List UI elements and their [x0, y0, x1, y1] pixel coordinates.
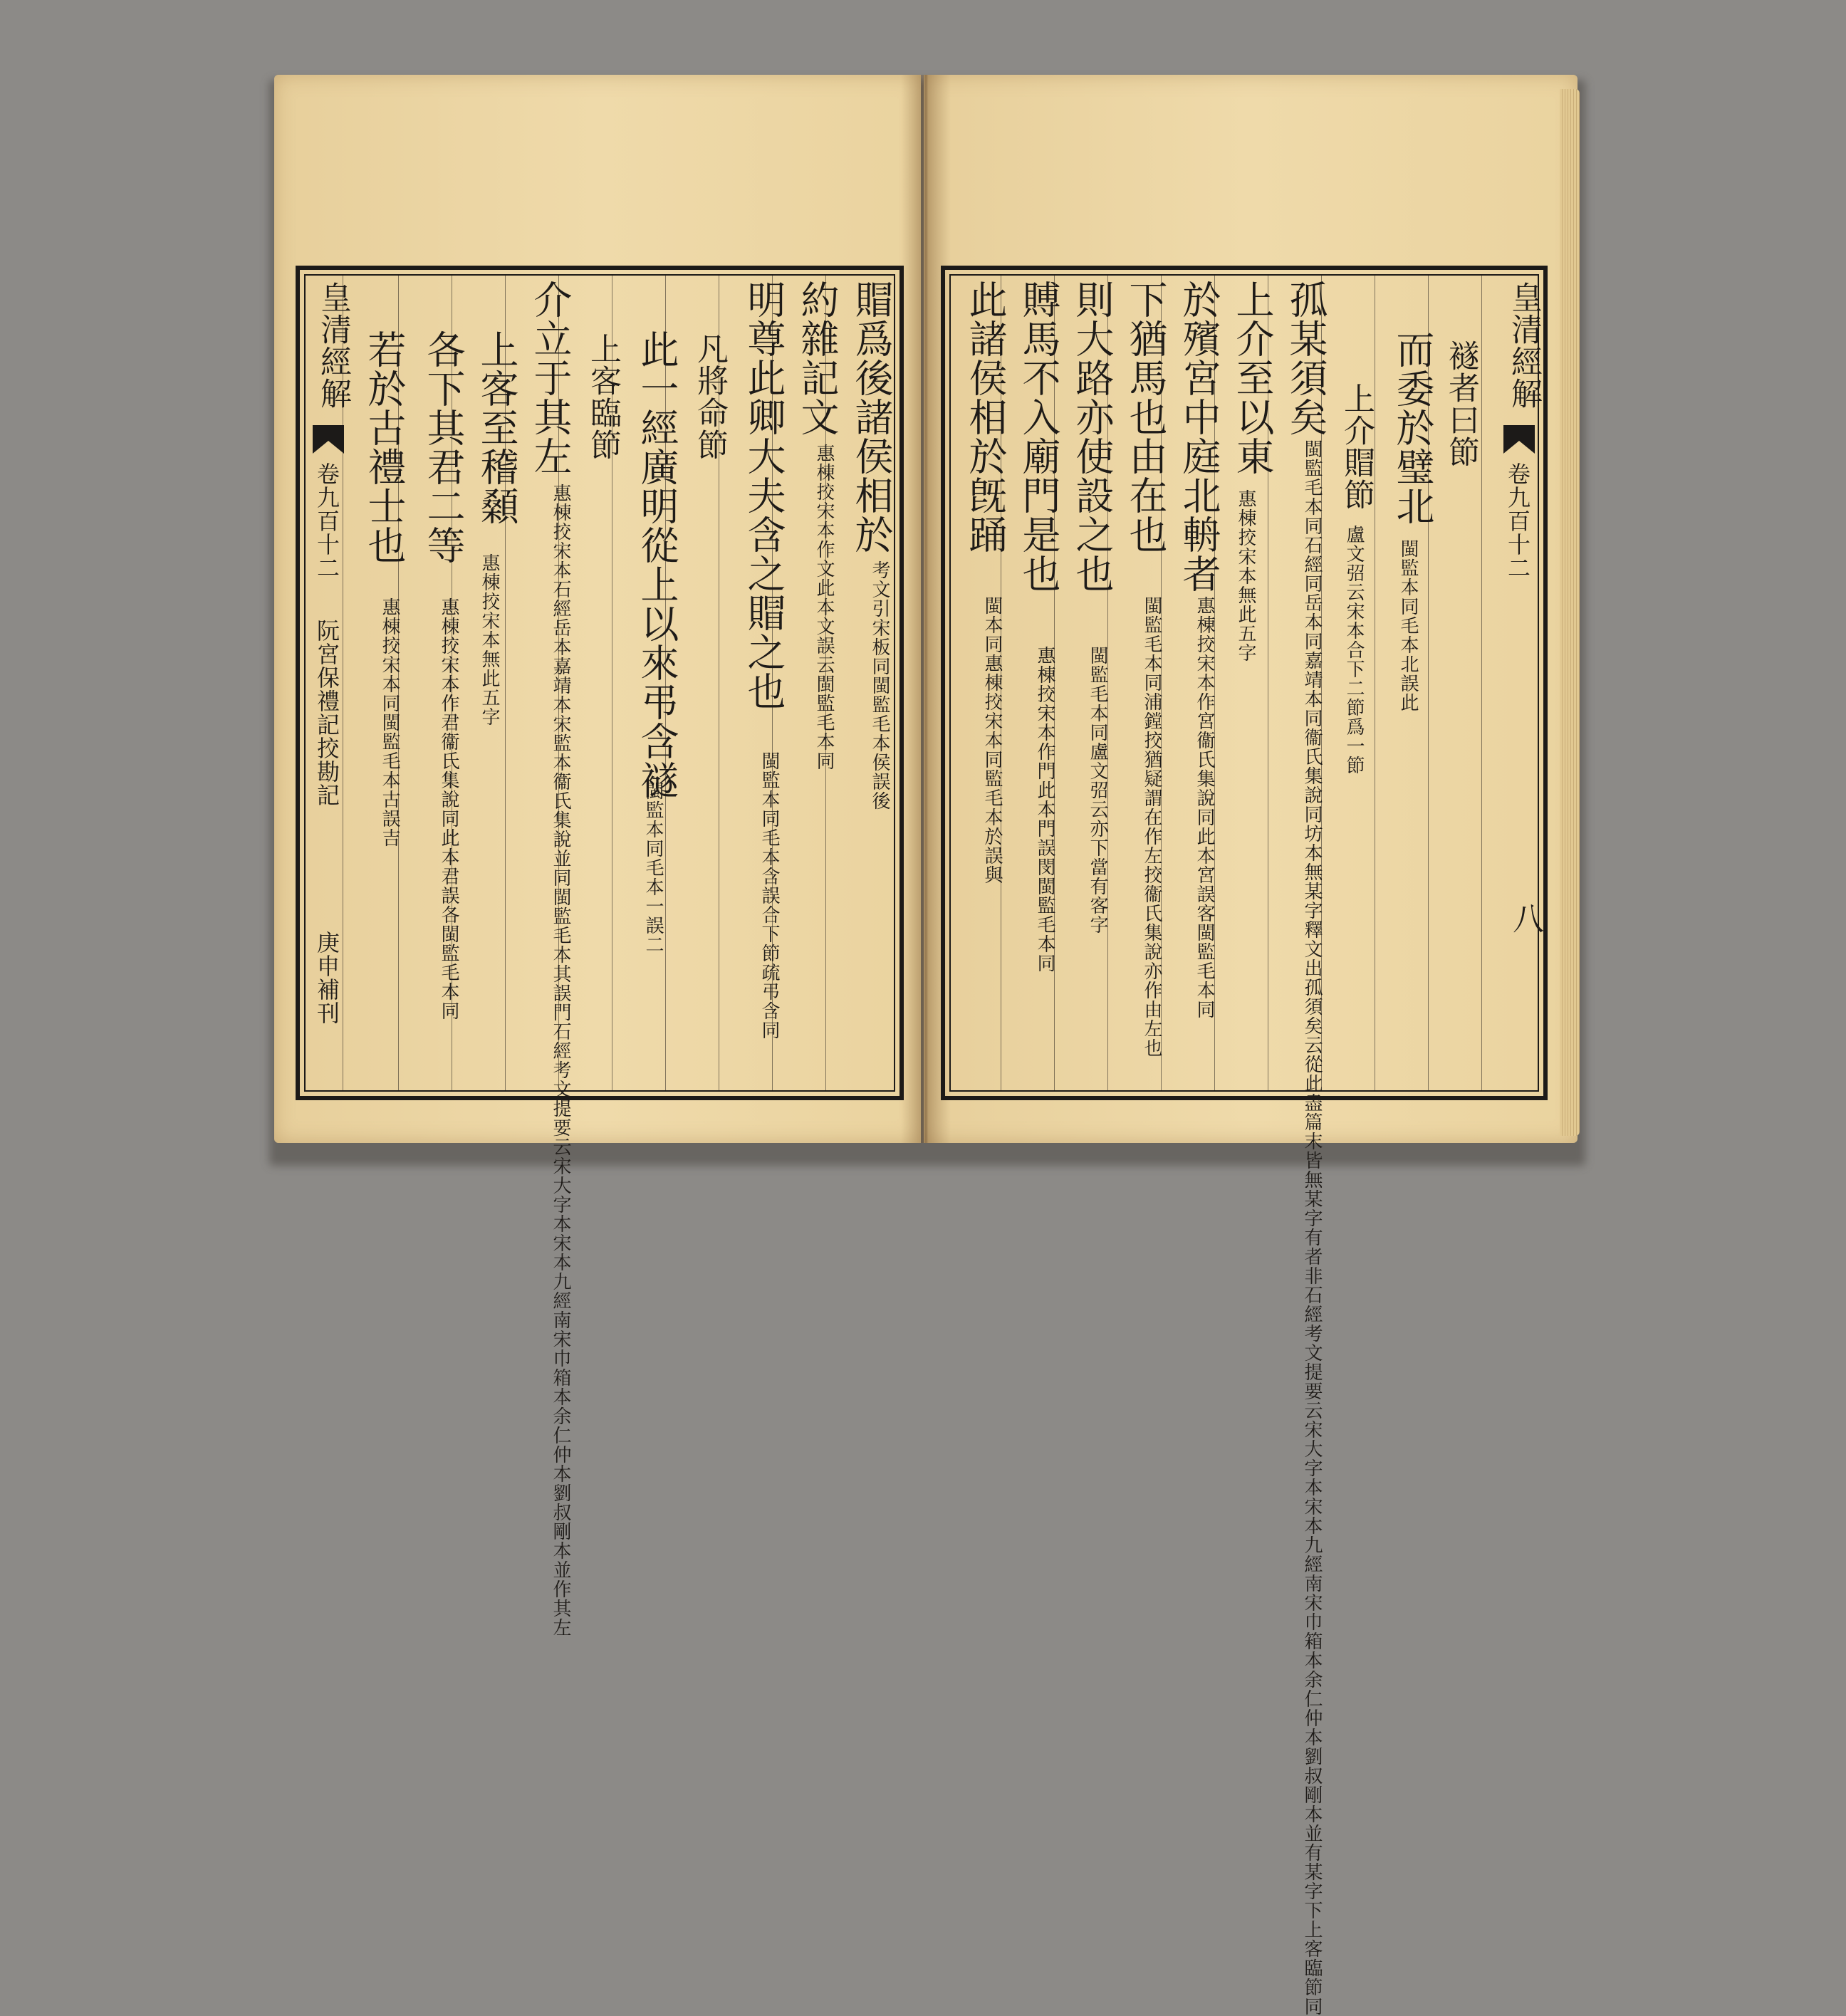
left-margin-book: 阮宮保禮記挍勘記 — [313, 619, 340, 807]
fish-tail-mark — [313, 425, 344, 454]
left-margin-note: 庚申補刊 — [313, 931, 340, 1025]
text-column-note: 閩監本同毛本含誤合下節疏弔含同 — [758, 751, 780, 1040]
text-column-main: 此諸侯相於旣踊 — [963, 280, 1008, 554]
text-column-main: 孤某須矣 — [1283, 280, 1328, 437]
text-column-note: 惠棟挍宋本作宮衞氏集說同此本宮誤客閩監毛本同 — [1194, 596, 1215, 1019]
text-column-note: 閩監本同毛本一誤二 — [642, 781, 664, 954]
text-column-note: 盧文弨云宋本合下二節爲一節 — [1343, 525, 1365, 775]
text-column-main: 上介至以東 — [1230, 280, 1275, 476]
left-margin-volume: 卷九百十二 — [313, 462, 340, 580]
right-margin-volume: 卷九百十二 — [1504, 462, 1531, 580]
text-column-note: 惠棟挍宋本同閩監毛本古誤吉 — [379, 597, 400, 847]
text-column-note: 惠棟挍宋本作文此本文誤云閩監毛本同 — [813, 444, 835, 771]
text-column-note: 惠棟挍宋本作門此本門誤閔閩監毛本同 — [1034, 646, 1055, 973]
text-column-main: 凡將命節 — [692, 333, 728, 461]
text-column-main: 各下其君二等 — [421, 330, 466, 565]
text-column-note: 惠棟挍宋本作君衞氏集說同此本君誤各閩監毛本同 — [438, 597, 459, 1020]
text-column-main: 此一經廣明從上以來弔含襚 — [635, 330, 679, 800]
right-margin-leaf: 八 — [1507, 902, 1543, 934]
text-column-main: 於殯宮中庭北輈者 — [1177, 280, 1221, 593]
text-column-main: 約雜記文 — [795, 280, 840, 437]
text-column-note: 閩監毛本同浦鏜挍猶疑謂在作左挍衞氏集說亦作由左也 — [1141, 596, 1162, 1057]
text-column-note: 閩監本同毛本北誤此 — [1397, 539, 1419, 712]
left-text-frame — [296, 266, 904, 1637]
text-column-main: 賵爲後諸侯相於 — [849, 280, 894, 554]
text-column-main: 介立于其左 — [528, 280, 573, 476]
open-book — [274, 75, 1578, 2016]
text-column-note: 惠棟挍宋本無此五字 — [1235, 489, 1256, 662]
text-column-note: 考文引宋板同閩監毛本侯誤後 — [869, 560, 890, 810]
right-margin-title: 皇清經解 — [1506, 281, 1542, 409]
fish-tail-mark — [1503, 425, 1535, 454]
text-column-note: 惠棟挍宋本石經岳本嘉靖本宋監本衞氏集說並同閩監毛本其誤門石經考文提要云宋大字本宋本九經南宋巾箱本余仁仲本劉叔剛本並作其左 — [550, 484, 571, 1637]
text-column-main: 明尊此卿大夫含之賵之也 — [741, 280, 786, 711]
right-text-frame — [941, 266, 1548, 2016]
text-column-main: 上客臨節 — [585, 333, 621, 461]
text-column-note: 閩本同惠棟挍宋本同監毛本於誤與 — [981, 596, 1003, 884]
text-column-note: 閩監毛本同石經同岳本同嘉靖本同衞氏集說同坊本無某字釋文出孤須矣云從此盡篇末皆無某字有者非石經考文提要云宋大字本宋本九經南宋巾箱本余仁仲本劉叔剛本並有某字下上客臨節同 — [1301, 439, 1323, 2016]
text-column-note: 惠棟挍宋本無此五字 — [479, 553, 500, 726]
text-column-main: 則大路亦使設之也 — [1070, 280, 1115, 593]
text-column-main: 上介賵節 — [1338, 382, 1375, 511]
text-column-main: 下猶馬也由在也 — [1123, 280, 1168, 554]
text-column-main: 襚者曰節 — [1443, 340, 1479, 468]
right-inner-border — [949, 274, 1543, 2016]
text-column-main: 而委於璧北 — [1390, 330, 1435, 526]
left-margin-title: 皇清經解 — [315, 281, 351, 409]
text-column-main: 若於古禮士也 — [362, 330, 407, 565]
page-edges — [1560, 89, 1580, 1136]
text-column-main: 賻馬不入廟門是也 — [1016, 280, 1061, 593]
text-column-note: 閩監毛本同盧文弨云亦下當有客字 — [1087, 646, 1108, 934]
text-column-main: 上客至稽顙 — [474, 330, 519, 526]
left-inner-border — [304, 274, 895, 1637]
